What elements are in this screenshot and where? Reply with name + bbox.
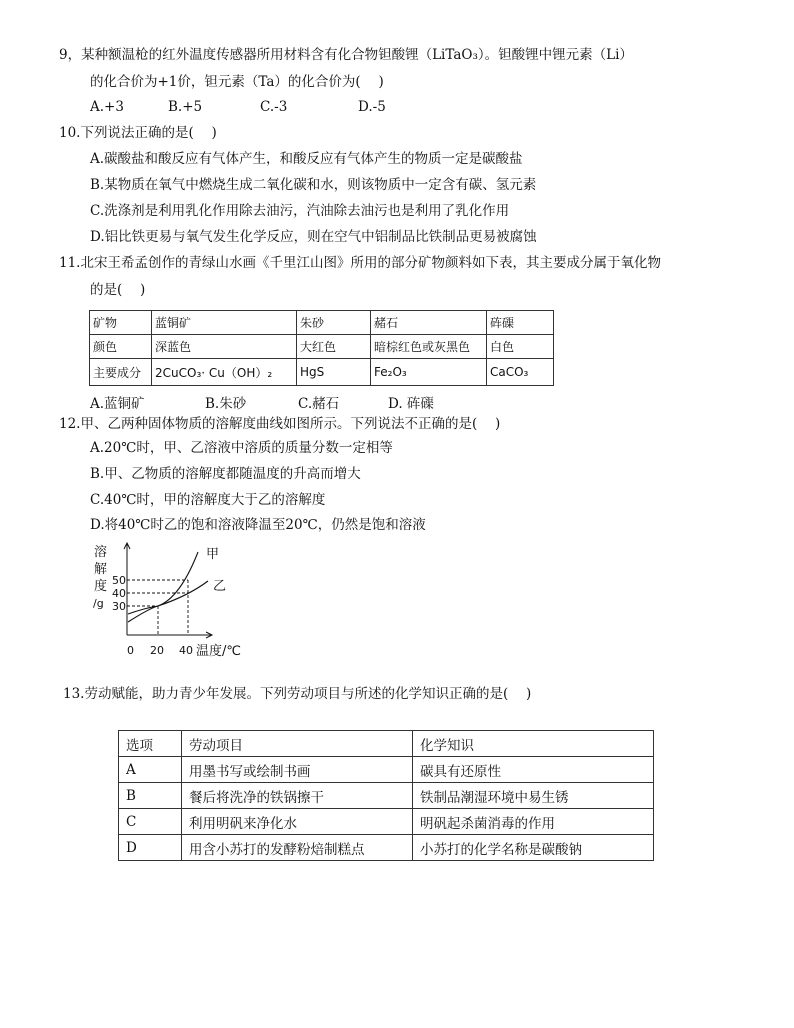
table-cell: 铁制品潮湿环境中易生锈 xyxy=(413,783,654,809)
curve-jia xyxy=(128,552,198,622)
table-row xyxy=(90,335,554,359)
table-row xyxy=(90,311,554,335)
table-cell: 明矾起杀菌消毒的作用 xyxy=(413,809,654,835)
table-cell: HgS xyxy=(297,359,371,386)
q12-option-b: B.甲、乙物质的溶解度都随温度的升高而增大 xyxy=(90,466,361,482)
series-label-jia: 甲 xyxy=(206,547,220,562)
table-cell: 大红色 xyxy=(297,335,371,359)
table-cell: 餐后将洗净的铁锅擦干 xyxy=(182,783,413,809)
table-cell: A xyxy=(119,757,182,783)
q11-stem-line1: 11.北宋王希孟创作的青绿山水画《千里江山图》所用的部分矿物颜料如下表，其主要成分属于氧化物 xyxy=(59,255,661,271)
table-cell: 碳具有还原性 xyxy=(413,757,654,783)
graph-ytick: 30 xyxy=(112,600,126,613)
q11-stem-line2: 的是( ) xyxy=(90,282,146,298)
table-row xyxy=(119,835,654,861)
graph-ylabel-char: 度 xyxy=(94,579,108,594)
q10-option-b: B.某物质在氧气中燃烧生成二氧化碳和水，则该物质中一定含有碳、氢元素 xyxy=(90,177,537,193)
q12-option-c: C.40℃时，甲的溶解度大于乙的溶解度 xyxy=(90,492,326,508)
table-cell: 利用明矾来净化水 xyxy=(182,809,413,835)
q9-option-c: C.-3 xyxy=(260,99,288,115)
graph-ylabel-char: 溶 xyxy=(94,545,108,560)
graph-ylabel-char: 解 xyxy=(94,562,108,577)
series-label-yi: 乙 xyxy=(213,579,227,594)
table-cell: 矿物 xyxy=(90,311,152,335)
graph-ylabel-char: /g xyxy=(93,597,104,610)
graph-xlabel: 温度/℃ xyxy=(196,644,241,659)
q10-option-d: D.铝比铁更易与氧气发生化学反应，则在空气中铝制品比铁制品更易被腐蚀 xyxy=(90,229,537,245)
q10-option-c: C.洗涤剂是利用乳化作用除去油污，汽油除去油污也是利用了乳化作用 xyxy=(90,203,510,219)
mineral-table xyxy=(89,310,554,386)
q9-stem-line1: 9，某种额温枪的红外温度传感器所用材料含有化合物钽酸锂（LiTaO₃）。钽酸锂中锂元素（Li） xyxy=(59,47,633,63)
table-cell: Fe₂O₃ xyxy=(371,359,487,386)
graph-ytick: 50 xyxy=(112,574,126,587)
table-cell: 朱砂 xyxy=(297,311,371,335)
table-row xyxy=(119,809,654,835)
table-cell: 白色 xyxy=(487,335,554,359)
table-row xyxy=(119,783,654,809)
table-cell: 深蓝色 xyxy=(152,335,297,359)
graph-xtick: 20 xyxy=(150,644,164,657)
table-cell: B xyxy=(119,783,182,809)
table-row xyxy=(119,757,654,783)
graph-xtick: 40 xyxy=(179,644,193,657)
labor-table xyxy=(118,730,654,861)
table-cell: 蓝铜矿 xyxy=(152,311,297,335)
table-row xyxy=(119,731,654,757)
table-cell: 赭石 xyxy=(371,311,487,335)
q11-option-d: D. 砗磲 xyxy=(388,396,434,412)
q9-option-b: B.+5 xyxy=(168,99,203,115)
q9-option-a: A.+3 xyxy=(90,99,124,115)
q11-option-a: A.蓝铜矿 xyxy=(90,396,145,412)
q10-option-a: A.碳酸盐和酸反应有气体产生，和酸反应有气体产生的物质一定是碳酸盐 xyxy=(90,151,523,167)
q12-stem: 12.甲、乙两种固体物质的溶解度曲线如图所示。下列说法不正确的是( ) xyxy=(59,416,501,432)
table-cell: 砗磲 xyxy=(487,311,554,335)
table-cell: 小苏打的化学名称是碳酸钠 xyxy=(413,835,654,861)
q11-option-b: B.朱砂 xyxy=(205,396,247,412)
q12-option-a: A.20℃时，甲、乙溶液中溶质的质量分数一定相等 xyxy=(90,440,393,456)
table-cell: 颜色 xyxy=(90,335,152,359)
table-cell: 化学知识 xyxy=(413,731,654,757)
table-cell: 劳动项目 xyxy=(182,731,413,757)
graph-ytick: 40 xyxy=(112,587,126,600)
solubility-graph xyxy=(90,540,250,662)
table-cell: 2CuCO₃· Cu（OH）₂ xyxy=(152,359,297,386)
table-cell: 用含小苏打的发酵粉焙制糕点 xyxy=(182,835,413,861)
table-cell: 选项 xyxy=(119,731,182,757)
curve-yi xyxy=(128,581,208,614)
table-cell: D xyxy=(119,835,182,861)
table-cell: 用墨书写或绘制书画 xyxy=(182,757,413,783)
q13-stem: 13.劳动赋能，助力青少年发展。下列劳动项目与所述的化学知识正确的是( ) xyxy=(63,686,532,702)
q10-stem: 10.下列说法正确的是( ) xyxy=(59,125,217,141)
table-cell: 暗棕红色或灰黑色 xyxy=(371,335,487,359)
table-cell: 主要成分 xyxy=(90,359,152,386)
q9-stem-line2: 的化合价为+1价，钽元素（Ta）的化合价为( ) xyxy=(90,74,384,90)
q9-option-d: D.-5 xyxy=(358,99,386,115)
q12-option-d: D.将40℃时乙的饱和溶液降温至20℃，仍然是饱和溶液 xyxy=(90,517,426,533)
table-cell: CaCO₃ xyxy=(487,359,554,386)
table-row xyxy=(90,359,554,386)
q11-option-c: C.赭石 xyxy=(298,396,340,412)
graph-xtick: 0 xyxy=(127,644,134,657)
table-cell: C xyxy=(119,809,182,835)
